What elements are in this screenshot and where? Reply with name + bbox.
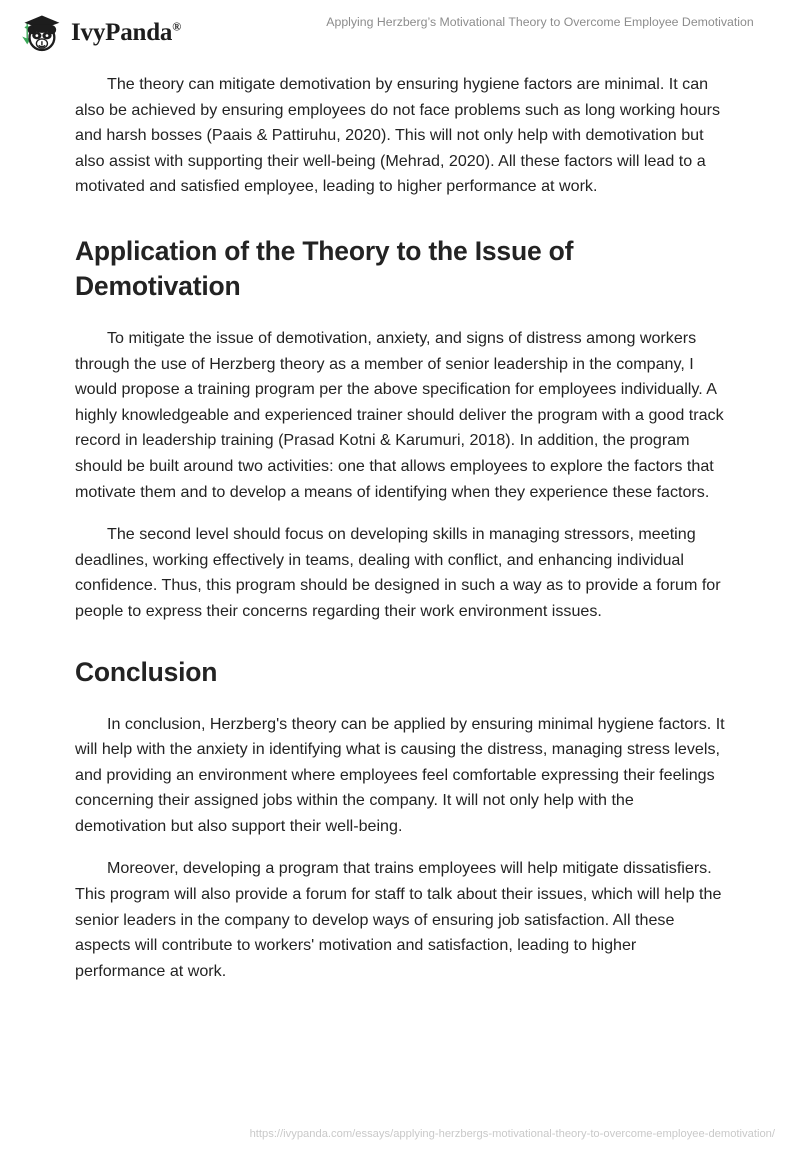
paragraph: In conclusion, Herzberg's theory can be applied by ensuring minimal hygiene factors. It will help with the anxiety in identifying what is causing the distress, managing stress levels, and providing an environment where employees feel comfortable expressing their feelings concerning their assigned jobs within the company. It will not only help with the demotivation but also support their well-being. bbox=[75, 714, 725, 835]
registered-trademark-icon: ® bbox=[172, 19, 181, 34]
paragraph: The theory can mitigate demotivation by ensuring hygiene factors are minimal. It can also be achieved by ensuring employees do not face problems such as long working hours and harsh bosses (Paais & Pattiruhu, 2020). This will not only help with demotivation but also assist with supporting their well-being (Mehrad, 2020). All these factors will lead to a motivated and satisfied employee, leading to higher performance at work. bbox=[75, 75, 721, 196]
paragraph: To mitigate the issue of demotivation, anxiety, and signs of distress among workers through the use of Herzberg theory as a member of senior leadership in the company, I would propose a training program per the above specification for employees individually. A highly knowledgeable and experienced trainer should deliver the program with a good track record in leadership training (Prasad Kotni & Karumuri, 2018). In addition, the program should be built around two activities: one that allows employees to explore the factors that motivate them and to develop a means of identifying when they experience these factors. bbox=[75, 328, 724, 501]
section-heading-conclusion: Conclusion bbox=[75, 656, 218, 687]
panda-graduate-logo-icon bbox=[18, 9, 64, 55]
page-footer bbox=[0, 1126, 800, 1150]
brand-wordmark bbox=[71, 20, 181, 45]
site-logo-link[interactable] bbox=[18, 9, 181, 55]
page-header bbox=[0, 0, 800, 62]
paragraph: The second level should focus on developing skills in managing stressors, meeting deadlines, working effectively in teams, dealing with conflict, and enhancing individual confidence. Thus, this program should be designed in such a way as to provide a forum for people to express their concerns regarding their work environment issues. bbox=[75, 525, 721, 620]
section-heading-application: Application of the Theory to the Issue of Demotivation bbox=[75, 235, 574, 301]
source-url-link[interactable]: https://ivypanda.com/essays/applying-herzbergs-motivational-theory-to-overcome-employee-demotivation/ bbox=[249, 1128, 775, 1140]
brand-name-text: IvyPanda bbox=[71, 18, 173, 46]
document-running-title: Applying Herzberg’s Motivational Theory to Overcome Employee Demotivation bbox=[326, 15, 754, 29]
essay-content bbox=[75, 72, 727, 984]
paragraph: Moreover, developing a program that trains employees will help mitigate dissatisfiers. This program will also provide a forum for staff to talk about their issues, which will help the senior leaders in the company to develop ways of ensuring job satisfaction. All these aspects will contribute to workers' motivation and satisfaction, leading to higher performance at work. bbox=[75, 859, 722, 980]
